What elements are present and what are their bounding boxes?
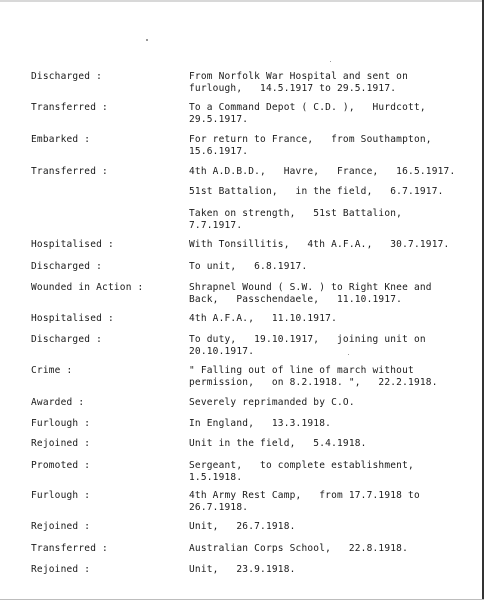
entry-text: 4th A.F.A., 11.10.1917. — [189, 313, 337, 324]
entry-label: Discharged : — [31, 71, 103, 82]
entry-text: Unit, 23.9.1918. — [189, 564, 296, 575]
entry-label: Wounded in Action : — [31, 282, 144, 293]
entry-label: Awarded : — [31, 397, 85, 408]
entry-label: Rejoined : — [31, 521, 91, 532]
entry-text: Sergeant, to complete establishment, 1.5.1918. — [189, 460, 414, 483]
entry-text: To a Command Depot ( C.D. ), Hurdcott, 29.5.1917. — [189, 102, 426, 125]
entry-text: To unit, 6.8.1917. — [189, 261, 308, 272]
entry-text: " Falling out of line of march without permission, on 8.2.1918. ", 22.2.1918. — [189, 365, 438, 388]
entry-label: Hospitalised : — [31, 313, 114, 324]
entry-label: Embarked : — [31, 134, 91, 145]
entry-label: Transferred : — [31, 102, 108, 113]
entry-text: Taken on strength, 51st Battalion, 7.7.1917. — [189, 208, 403, 231]
entry-label: Transferred : — [31, 543, 108, 554]
entry-text: To duty, 19.10.1917, joining unit on 20.10.1917. — [189, 334, 426, 357]
entry-label: Furlough : — [31, 418, 91, 429]
entry-text: In England, 13.3.1918. — [189, 418, 332, 429]
entry-text: Unit in the field, 5.4.1918. — [189, 438, 367, 449]
entry-label: Discharged : — [31, 261, 103, 272]
entry-text: Severely reprimanded by C.O. — [189, 397, 355, 408]
entry-text: 51st Battalion, in the field, 6.7.1917. — [189, 186, 444, 197]
entry-text: For return to France, from Southampton, 15.6.1917. — [189, 134, 432, 157]
entry-label: Furlough : — [31, 490, 91, 501]
entry-label: Rejoined : — [31, 438, 91, 449]
entry-text: From Norfolk War Hospital and sent on furlough, 14.5.1917 to 29.5.1917. — [189, 71, 409, 94]
entry-label: Discharged : — [31, 334, 103, 345]
entry-text: Australian Corps School, 22.8.1918. — [189, 543, 409, 554]
entry-label: Crime : — [31, 365, 73, 376]
entry-text: 4th A.D.B.D., Havre, France, 16.5.1917. — [189, 166, 456, 177]
entry-text: Unit, 26.7.1918. — [189, 521, 296, 532]
entry-label: Transferred : — [31, 166, 108, 177]
entry-text: Shrapnel Wound ( S.W. ) to Right Knee and Back, Passchendaele, 11.10.1917. — [189, 282, 432, 305]
scan-speck — [330, 61, 331, 62]
entry-text: 4th Army Rest Camp, from 17.7.1918 to 26.7.1918. — [189, 490, 420, 513]
entry-label: Hospitalised : — [31, 239, 114, 250]
entry-text: With Tonsillitis, 4th A.F.A., 30.7.1917. — [189, 239, 450, 250]
page-top-edge — [0, 0, 484, 2]
entry-label: Promoted : — [31, 460, 91, 471]
scan-speck — [146, 39, 148, 41]
entry-label: Rejoined : — [31, 564, 91, 575]
